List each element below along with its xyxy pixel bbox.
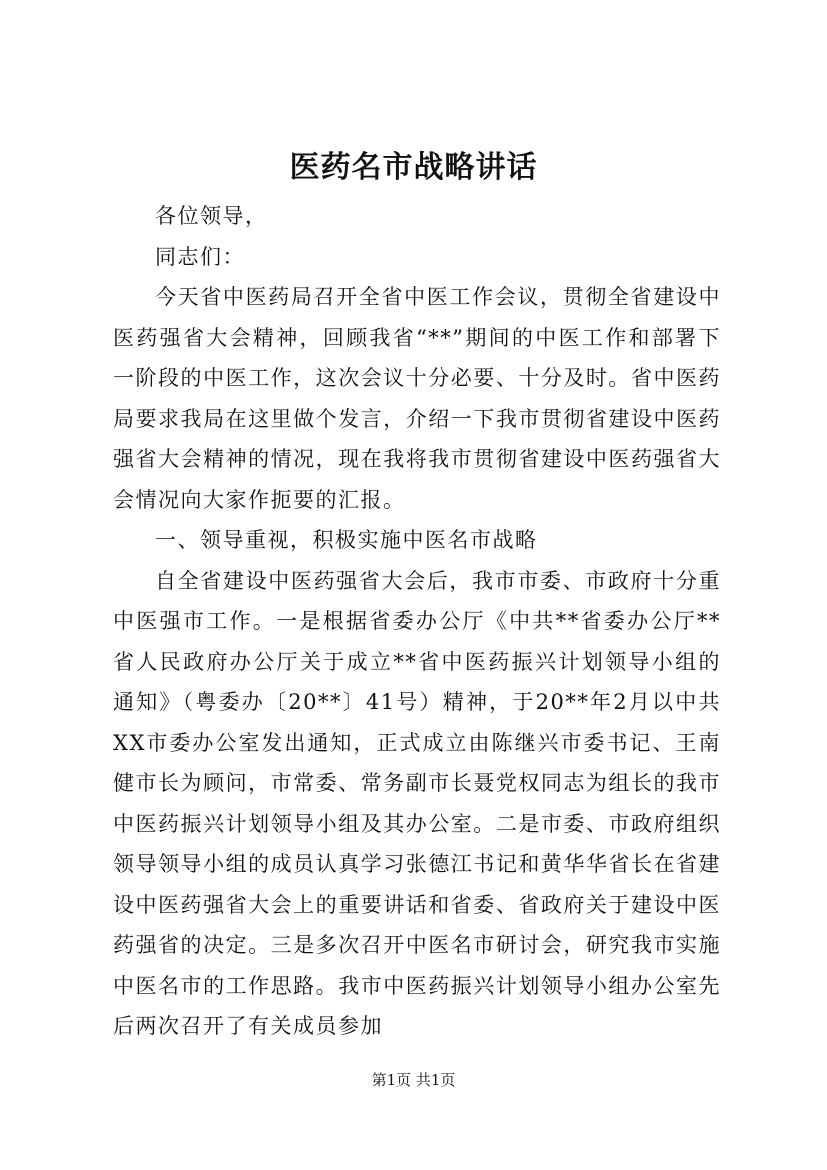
- document-body: [113, 196, 721, 1047]
- salutation-leaders: 各位领导，: [155, 204, 268, 228]
- page-number-footer: 第1页 共1页: [371, 1071, 456, 1089]
- intro-paragraph: 今天省中医药局召开全省中医工作会议，贯彻全省建设中医药强省大会精神，回顾我省“**”期间的中医工作和部署下一阶段的中医工作，这次会议十分必要、十分及时。省中医药局要求我局在这里做个发言，介绍一下我市贯彻省建设中医药强省大会精神的情况，现在我将我市贯彻省建设中医药强省大会情况向大家作扼要的汇报。: [113, 285, 721, 512]
- salutation-comrades: 同志们：: [155, 244, 245, 269]
- section-heading-1: 一、领导重视，积极实施中医名市战略: [155, 528, 538, 552]
- section-1-paragraph: 自全省建设中医药强省大会后，我市市委、市政府十分重中医强市工作。一是根据省委办公厅《中共**省委办公厅**省人民政府办公厅关于成立**省中医药振兴计划领导小组的通知》（粤委办〔20**〕41号）精神，于20**年2月以中共XX市委办公室发出通知，正式成立由陈继兴市委书记、王南健市长为顾问，市常委、常务副市长聂党权同志为组长的我市中医药振兴计划领导小组及其办公室。二是市委、市政府组织领导领导小组的成员认真学习张德江书记和黄华华省长在省建设中医药强省大会上的重要讲话和省委、省政府关于建设中医药强省的决定。三是多次召开中医名市研讨会，研究我市实施中医名市的工作思路。我市中医药振兴计划领导小组办公室先后两次召开了有关成员参加: [113, 568, 721, 1038]
- document-title: 医药名市战略讲话: [289, 150, 538, 185]
